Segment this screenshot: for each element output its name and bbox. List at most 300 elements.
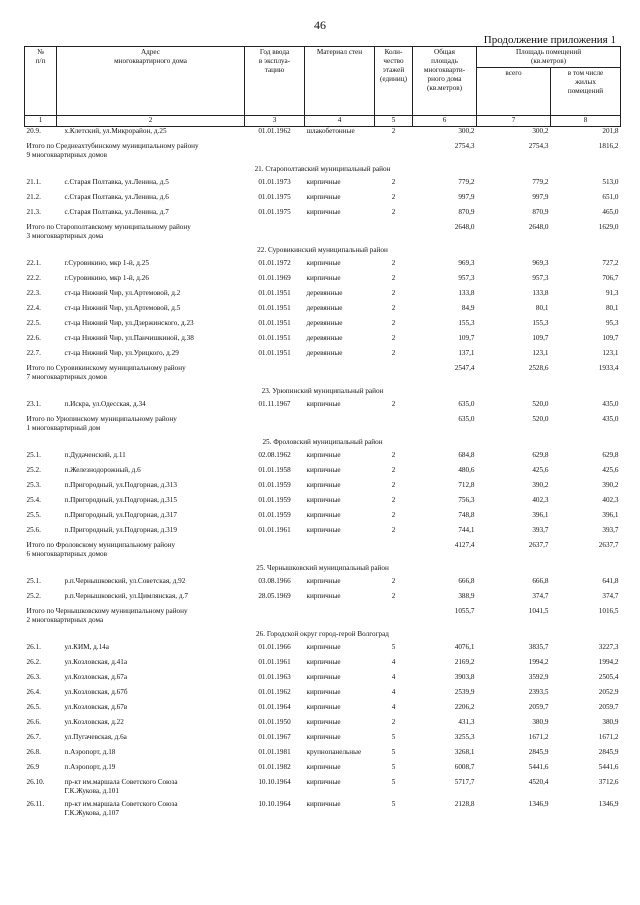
row-premises-all: 390,2 — [532, 481, 549, 489]
total-area-value: 2754,3 — [454, 142, 475, 150]
row-year: 10.10.1964 — [258, 800, 291, 808]
row-total-area: 957,3 — [458, 274, 475, 282]
row-premises-residential: 641,8 — [602, 577, 619, 585]
row-total-area: 2206,2 — [454, 703, 475, 711]
premises-residential-value: 1629,0 — [598, 223, 619, 231]
row-year: 01.01.1963 — [258, 673, 291, 681]
row-address: ул.Пугачевская, д.6а — [64, 733, 127, 741]
row-address: ул.КИМ, д.14а — [64, 643, 109, 651]
row-number: 26.10. — [26, 778, 45, 786]
row-premises-all: 779,2 — [532, 178, 549, 186]
table-row — [25, 778, 621, 800]
row-total-area: 137,1 — [458, 349, 475, 357]
premises-residential-value: 2637,7 — [598, 541, 619, 549]
row-year: 10.10.1964 — [258, 778, 291, 786]
row-number: 23.1. — [26, 400, 41, 408]
row-premises-residential: 425,6 — [602, 466, 619, 474]
row-premises-all: 520,0 — [532, 400, 549, 408]
row-premises-all: 870,9 — [532, 208, 549, 216]
row-floors: 2 — [391, 289, 396, 297]
row-wall-material: кирпичные — [306, 718, 341, 726]
row-premises-residential: 80,1 — [605, 304, 619, 312]
row-wall-material: деревянные — [306, 334, 343, 342]
row-floors: 2 — [391, 466, 396, 474]
row-total-area: 684,8 — [458, 451, 475, 459]
row-address: ст-ца Нижний Чир, ул.Артемовой, д.5 — [64, 304, 181, 312]
table-body — [25, 127, 621, 823]
row-number: 25.1. — [26, 577, 41, 585]
row-number: 25.1. — [26, 451, 41, 459]
row-floors: 5 — [391, 800, 396, 808]
row-address: п.Дудаченский, д.11 — [64, 451, 126, 459]
row-year: 01.01.1967 — [258, 733, 291, 741]
section-title: 21. Старополтавский муниципальный район — [254, 165, 391, 173]
row-premises-all: 3835,7 — [528, 643, 549, 651]
row-floors: 2 — [391, 577, 396, 585]
district-section-heading — [25, 563, 621, 577]
row-address: п.Пригородный, ул.Подгорная, д.319 — [64, 526, 177, 534]
table-row — [25, 800, 621, 822]
row-premises-residential: 3227,3 — [598, 643, 619, 651]
row-floors: 2 — [391, 304, 396, 312]
premises-residential-value: 1016,5 — [598, 607, 619, 615]
header-num: № п/п — [25, 47, 57, 116]
row-total-area: 756,3 — [458, 496, 475, 504]
row-premises-all: 133,8 — [532, 289, 549, 297]
row-floors: 2 — [391, 451, 396, 459]
district-section-heading — [25, 437, 621, 451]
row-total-area: 870,9 — [458, 208, 475, 216]
table-row — [25, 733, 621, 748]
row-wall-material: кирпичные — [306, 592, 341, 600]
row-floors: 2 — [391, 592, 396, 600]
section-title: 22. Суровикинский муниципальный район — [257, 246, 388, 254]
row-number: 22.1. — [26, 259, 41, 267]
row-wall-material: деревянные — [306, 349, 343, 357]
row-floors: 2 — [391, 259, 396, 267]
row-premises-residential: 3712,6 — [598, 778, 619, 786]
table-row — [25, 703, 621, 718]
premises-residential-value: 1933,4 — [598, 364, 619, 372]
header-total-area: Общая площадь многокварти- рного дома (кв.метров) — [413, 47, 477, 116]
row-premises-all: 80,1 — [535, 304, 549, 312]
district-section-heading — [25, 245, 621, 259]
row-wall-material: кирпичные — [306, 451, 341, 459]
row-address: пр-кт им.маршала Советского Союза Г.К.Жукова, д.101 — [64, 778, 178, 795]
row-total-area: 2169,2 — [454, 658, 475, 666]
row-wall-material: кирпичные — [306, 688, 341, 696]
total-area-value: 2547,4 — [454, 364, 475, 372]
row-total-area: 133,8 — [458, 289, 475, 297]
row-floors: 2 — [391, 274, 396, 282]
row-wall-material: кирпичные — [306, 400, 341, 408]
header-residential: в том числе жилых помещений — [551, 68, 621, 116]
row-address: п.Железнодорожный, д.6 — [64, 466, 141, 474]
row-premises-residential: 5441,6 — [598, 763, 619, 771]
total-label: Итого по Урюпинскому муниципальному району 1 многоквартирный дом — [26, 415, 177, 432]
district-total-row — [25, 223, 621, 245]
row-total-area: 779,2 — [458, 178, 475, 186]
row-floors: 5 — [391, 763, 396, 771]
row-floors: 2 — [391, 718, 396, 726]
row-premises-residential: 435,0 — [602, 400, 619, 408]
row-address: ул.Козловская, д.67а — [64, 673, 128, 681]
premises-all-value: 2528,6 — [528, 364, 549, 372]
row-wall-material: кирпичные — [306, 274, 341, 282]
row-wall-material: кирпичные — [306, 193, 341, 201]
row-number: 26.11. — [26, 800, 45, 808]
row-address: с.Старая Полтавка, ул.Ленина, д.5 — [64, 178, 169, 186]
table-row — [25, 466, 621, 481]
row-total-area: 155,3 — [458, 319, 475, 327]
district-section-heading — [25, 164, 621, 178]
row-number: 22.7. — [26, 349, 41, 357]
row-number: 26.1. — [26, 643, 41, 651]
row-premises-residential: 109,7 — [602, 334, 619, 342]
row-premises-residential: 465,0 — [602, 208, 619, 216]
row-wall-material: кирпичные — [306, 259, 341, 267]
row-address: п.Пригородный, ул.Подгорная, д.315 — [64, 496, 177, 504]
row-address: р.п.Чернышковский, ул.Советская, д.92 — [64, 577, 186, 585]
row-address: ст-ца Нижний Чир, ул.Урицкого, д.29 — [64, 349, 179, 357]
row-premises-residential: 2059,7 — [598, 703, 619, 711]
total-label: Итого по Среднеахтубинскому муниципальному району 9 многоквартирных домов — [26, 142, 199, 159]
row-premises-all: 4520,4 — [528, 778, 549, 786]
row-wall-material: кирпичные — [306, 466, 341, 474]
row-address: ул.Козловская, д.67в — [64, 703, 128, 711]
row-total-area: 748,8 — [458, 511, 475, 519]
row-total-area: 300,2 — [458, 127, 475, 135]
header-walls: Материал стен — [305, 47, 375, 116]
row-premises-all: 1994,2 — [528, 658, 549, 666]
row-year: 01.01.1958 — [258, 466, 291, 474]
row-number: 22.3. — [26, 289, 41, 297]
row-premises-all: 393,7 — [532, 526, 549, 534]
row-year: 01.01.1951 — [258, 289, 291, 297]
row-address: пр-кт им.маршала Советского Союза Г.К.Жукова, д.107 — [64, 800, 178, 817]
row-wall-material: кирпичные — [306, 658, 341, 666]
row-premises-residential: 390,2 — [602, 481, 619, 489]
row-total-area: 3268,1 — [454, 748, 475, 756]
continuation-label: Продолжение приложения 1 — [483, 34, 616, 46]
row-address: п.Аэропорт, д.19 — [64, 763, 116, 771]
table-row — [25, 451, 621, 466]
row-premises-all: 2393,5 — [528, 688, 549, 696]
page-number: 46 — [314, 18, 326, 32]
row-wall-material: кирпичные — [306, 496, 341, 504]
row-number: 21.3. — [26, 208, 41, 216]
row-floors: 2 — [391, 208, 396, 216]
row-number: 26.4. — [26, 688, 41, 696]
row-number: 26.2. — [26, 658, 41, 666]
row-wall-material: кирпичные — [306, 577, 341, 585]
section-title: 25. Чернышковский муниципальный район — [256, 564, 389, 572]
row-premises-residential: 95,3 — [605, 319, 619, 327]
row-premises-all: 997,9 — [532, 193, 549, 201]
row-number: 26.6. — [26, 718, 41, 726]
row-floors: 2 — [391, 400, 396, 408]
district-total-row — [25, 541, 621, 563]
column-number: 7 — [477, 116, 551, 127]
row-total-area: 3903,8 — [454, 673, 475, 681]
row-wall-material: кирпичные — [306, 800, 341, 808]
row-premises-residential: 2505,4 — [598, 673, 619, 681]
row-floors: 5 — [391, 733, 396, 741]
premises-all-value: 520,0 — [532, 415, 549, 423]
table-row — [25, 178, 621, 193]
row-premises-residential: 1994,2 — [598, 658, 619, 666]
row-premises-residential: 393,7 — [602, 526, 619, 534]
row-year: 01.11.1967 — [258, 400, 291, 408]
row-total-area: 2128,8 — [454, 800, 475, 808]
table-row — [25, 349, 621, 364]
row-premises-all: 1671,2 — [528, 733, 549, 741]
row-year: 01.01.1982 — [258, 763, 291, 771]
row-year: 01.01.1959 — [258, 496, 291, 504]
total-area-value: 2648,0 — [454, 223, 475, 231]
row-wall-material: деревянные — [306, 304, 343, 312]
row-number: 26.8. — [26, 748, 41, 756]
row-year: 28.05.1969 — [258, 592, 291, 600]
row-number: 20.9. — [26, 127, 41, 135]
row-wall-material: кирпичные — [306, 673, 341, 681]
row-year: 01.01.1966 — [258, 643, 291, 651]
row-year: 01.01.1950 — [258, 718, 291, 726]
premises-all-value: 2648,0 — [528, 223, 549, 231]
section-title: 25. Фроловский муниципальный район — [262, 438, 383, 446]
premises-all-value: 1041,5 — [528, 607, 549, 615]
row-year: 01.01.1975 — [258, 208, 291, 216]
row-premises-all: 155,3 — [532, 319, 549, 327]
row-floors: 2 — [391, 334, 396, 342]
row-year: 01.01.1964 — [258, 703, 291, 711]
table-row — [25, 259, 621, 274]
column-number-row — [25, 116, 621, 127]
row-premises-residential: 91,3 — [605, 289, 619, 297]
row-number: 25.2. — [26, 466, 41, 474]
row-total-area: 5717,7 — [454, 778, 475, 786]
row-premises-residential: 2845,9 — [598, 748, 619, 756]
row-year: 01.01.1951 — [258, 334, 291, 342]
table-row — [25, 592, 621, 607]
row-address: ст-ца Нижний Чир, ул.Панчишкиной, д.38 — [64, 334, 194, 342]
table-row — [25, 334, 621, 349]
row-total-area: 2539,9 — [454, 688, 475, 696]
row-number: 22.5. — [26, 319, 41, 327]
row-premises-all: 380,9 — [532, 718, 549, 726]
table-row — [25, 526, 621, 541]
row-floors: 2 — [391, 127, 396, 135]
row-address: г.Суровикино, мкр 1-й, д.26 — [64, 274, 149, 282]
row-premises-all: 109,7 — [532, 334, 549, 342]
row-premises-residential: 123,1 — [602, 349, 619, 357]
row-address: р.п.Чернышковский, ул.Цимлянская, д.7 — [64, 592, 188, 600]
row-floors: 4 — [391, 688, 396, 696]
table-row — [25, 658, 621, 673]
row-address: х.Клетский, ул.Микрорайон, д.25 — [64, 127, 167, 135]
row-total-area: 744,1 — [458, 526, 475, 534]
table-row — [25, 481, 621, 496]
row-wall-material: кирпичные — [306, 511, 341, 519]
row-premises-residential: 629,8 — [602, 451, 619, 459]
total-label: Итого по Старополтавскому муниципальному району 3 многоквартирных дома — [26, 223, 191, 240]
premises-all-value: 2754,3 — [528, 142, 549, 150]
total-label: Итого по Суровикинскому муниципальному району 7 многоквартирных домов — [26, 364, 186, 381]
row-wall-material: крупнопанельные — [306, 748, 362, 756]
district-total-row — [25, 415, 621, 437]
row-year: 01.01.1975 — [258, 193, 291, 201]
row-address: п.Аэропорт, д.18 — [64, 748, 116, 756]
row-premises-all: 374,7 — [532, 592, 549, 600]
row-wall-material: шлакобетонные — [306, 127, 355, 135]
column-number: 4 — [305, 116, 375, 127]
table-header — [25, 47, 621, 127]
row-number: 26.3. — [26, 673, 41, 681]
column-number: 1 — [25, 116, 57, 127]
table-row — [25, 127, 621, 143]
row-number: 22.4. — [26, 304, 41, 312]
row-total-area: 4076,1 — [454, 643, 475, 651]
table-row — [25, 688, 621, 703]
table-row — [25, 400, 621, 415]
row-year: 01.01.1959 — [258, 481, 291, 489]
row-premises-all: 969,3 — [532, 259, 549, 267]
column-number: 6 — [413, 116, 477, 127]
header-premises-area: Площадь помещений (кв.метров) — [477, 47, 621, 68]
row-wall-material: кирпичные — [306, 733, 341, 741]
row-year: 01.01.1961 — [258, 658, 291, 666]
row-premises-residential: 1671,2 — [598, 733, 619, 741]
row-premises-residential: 727,2 — [602, 259, 619, 267]
row-year: 01.01.1962 — [258, 127, 291, 135]
row-address: с.Старая Полтавка, ул.Ленина, д.6 — [64, 193, 169, 201]
row-premises-residential: 402,3 — [602, 496, 619, 504]
row-floors: 2 — [391, 481, 396, 489]
row-year: 01.01.1951 — [258, 319, 291, 327]
row-address: г.Суровикино, мкр 1-й, д.25 — [64, 259, 149, 267]
row-floors: 2 — [391, 511, 396, 519]
row-premises-residential: 201,8 — [602, 127, 619, 135]
header-year: Год ввода в эксплуа- тацию — [245, 47, 305, 116]
row-premises-all: 396,1 — [532, 511, 549, 519]
row-year: 02.08.1962 — [258, 451, 291, 459]
row-premises-all: 957,3 — [532, 274, 549, 282]
premises-residential-value: 1816,2 — [598, 142, 619, 150]
row-year: 01.01.1981 — [258, 748, 291, 756]
row-total-area: 480,6 — [458, 466, 475, 474]
total-area-value: 1055,7 — [454, 607, 475, 615]
district-section-heading — [25, 386, 621, 400]
row-number: 25.3. — [26, 481, 41, 489]
row-year: 01.01.1961 — [258, 526, 291, 534]
row-premises-all: 2845,9 — [528, 748, 549, 756]
row-total-area: 431,3 — [458, 718, 475, 726]
row-wall-material: кирпичные — [306, 763, 341, 771]
row-premises-residential: 396,1 — [602, 511, 619, 519]
row-number: 26.5. — [26, 703, 41, 711]
row-address: с.Старая Полтавка, ул.Ленина, д.7 — [64, 208, 169, 216]
row-address: ст-ца Нижний Чир, ул.Дзержинского, д.23 — [64, 319, 194, 327]
row-total-area: 84,9 — [461, 304, 475, 312]
housing-table-container — [24, 46, 620, 822]
column-number: 8 — [551, 116, 621, 127]
section-title: 26. Городской округ город-герой Волгоград — [256, 630, 389, 638]
row-number: 25.5. — [26, 511, 41, 519]
column-number: 3 — [245, 116, 305, 127]
row-number: 25.6. — [26, 526, 41, 534]
row-total-area: 109,7 — [458, 334, 475, 342]
table-row — [25, 748, 621, 763]
row-year: 01.01.1972 — [258, 259, 291, 267]
row-premises-residential: 1346,9 — [598, 800, 619, 808]
row-floors: 5 — [391, 643, 396, 651]
row-premises-all: 3592,9 — [528, 673, 549, 681]
row-year: 01.01.1969 — [258, 274, 291, 282]
row-number: 25.4. — [26, 496, 41, 504]
row-floors: 4 — [391, 658, 396, 666]
table-row — [25, 496, 621, 511]
row-premises-all: 300,2 — [532, 127, 549, 135]
housing-table — [24, 46, 621, 822]
row-year: 01.01.1959 — [258, 511, 291, 519]
row-total-area: 6008,7 — [454, 763, 475, 771]
row-floors: 2 — [391, 349, 396, 357]
row-floors: 4 — [391, 703, 396, 711]
table-row — [25, 511, 621, 526]
table-row — [25, 577, 621, 592]
row-address: ул.Козловская, д.41а — [64, 658, 128, 666]
row-wall-material: кирпичные — [306, 178, 341, 186]
row-floors: 2 — [391, 526, 396, 534]
row-wall-material: кирпичные — [306, 703, 341, 711]
table-row — [25, 319, 621, 334]
table-row — [25, 643, 621, 658]
table-row — [25, 193, 621, 208]
row-total-area: 997,9 — [458, 193, 475, 201]
row-address: п.Искра, ул.Одесская, д.34 — [64, 400, 146, 408]
table-row — [25, 289, 621, 304]
row-number: 26.9 — [26, 763, 40, 771]
row-total-area: 666,8 — [458, 577, 475, 585]
table-row — [25, 718, 621, 733]
row-premises-all: 402,3 — [532, 496, 549, 504]
row-premises-all: 666,8 — [532, 577, 549, 585]
row-premises-residential: 513,0 — [602, 178, 619, 186]
row-address: п.Пригородный, ул.Подгорная, д.317 — [64, 511, 177, 519]
row-floors: 4 — [391, 673, 396, 681]
column-number: 5 — [375, 116, 413, 127]
total-area-value: 635,0 — [458, 415, 475, 423]
row-address: ст-ца Нижний Чир, ул.Артемовой, д.2 — [64, 289, 181, 297]
row-premises-all: 1346,9 — [528, 800, 549, 808]
row-year: 03.08.1966 — [258, 577, 291, 585]
row-floors: 2 — [391, 193, 396, 201]
table-row — [25, 673, 621, 688]
row-floors: 5 — [391, 748, 396, 756]
header-all: всего — [477, 68, 551, 116]
row-total-area: 969,3 — [458, 259, 475, 267]
premises-all-value: 2637,7 — [528, 541, 549, 549]
row-premises-residential: 380,9 — [602, 718, 619, 726]
row-wall-material: кирпичные — [306, 526, 341, 534]
row-floors: 2 — [391, 319, 396, 327]
row-wall-material: кирпичные — [306, 643, 341, 651]
table-row — [25, 208, 621, 223]
section-title: 23. Урюпинский муниципальный район — [261, 387, 384, 395]
row-number: 25.2. — [26, 592, 41, 600]
district-total-row — [25, 607, 621, 629]
row-premises-all: 2059,7 — [528, 703, 549, 711]
